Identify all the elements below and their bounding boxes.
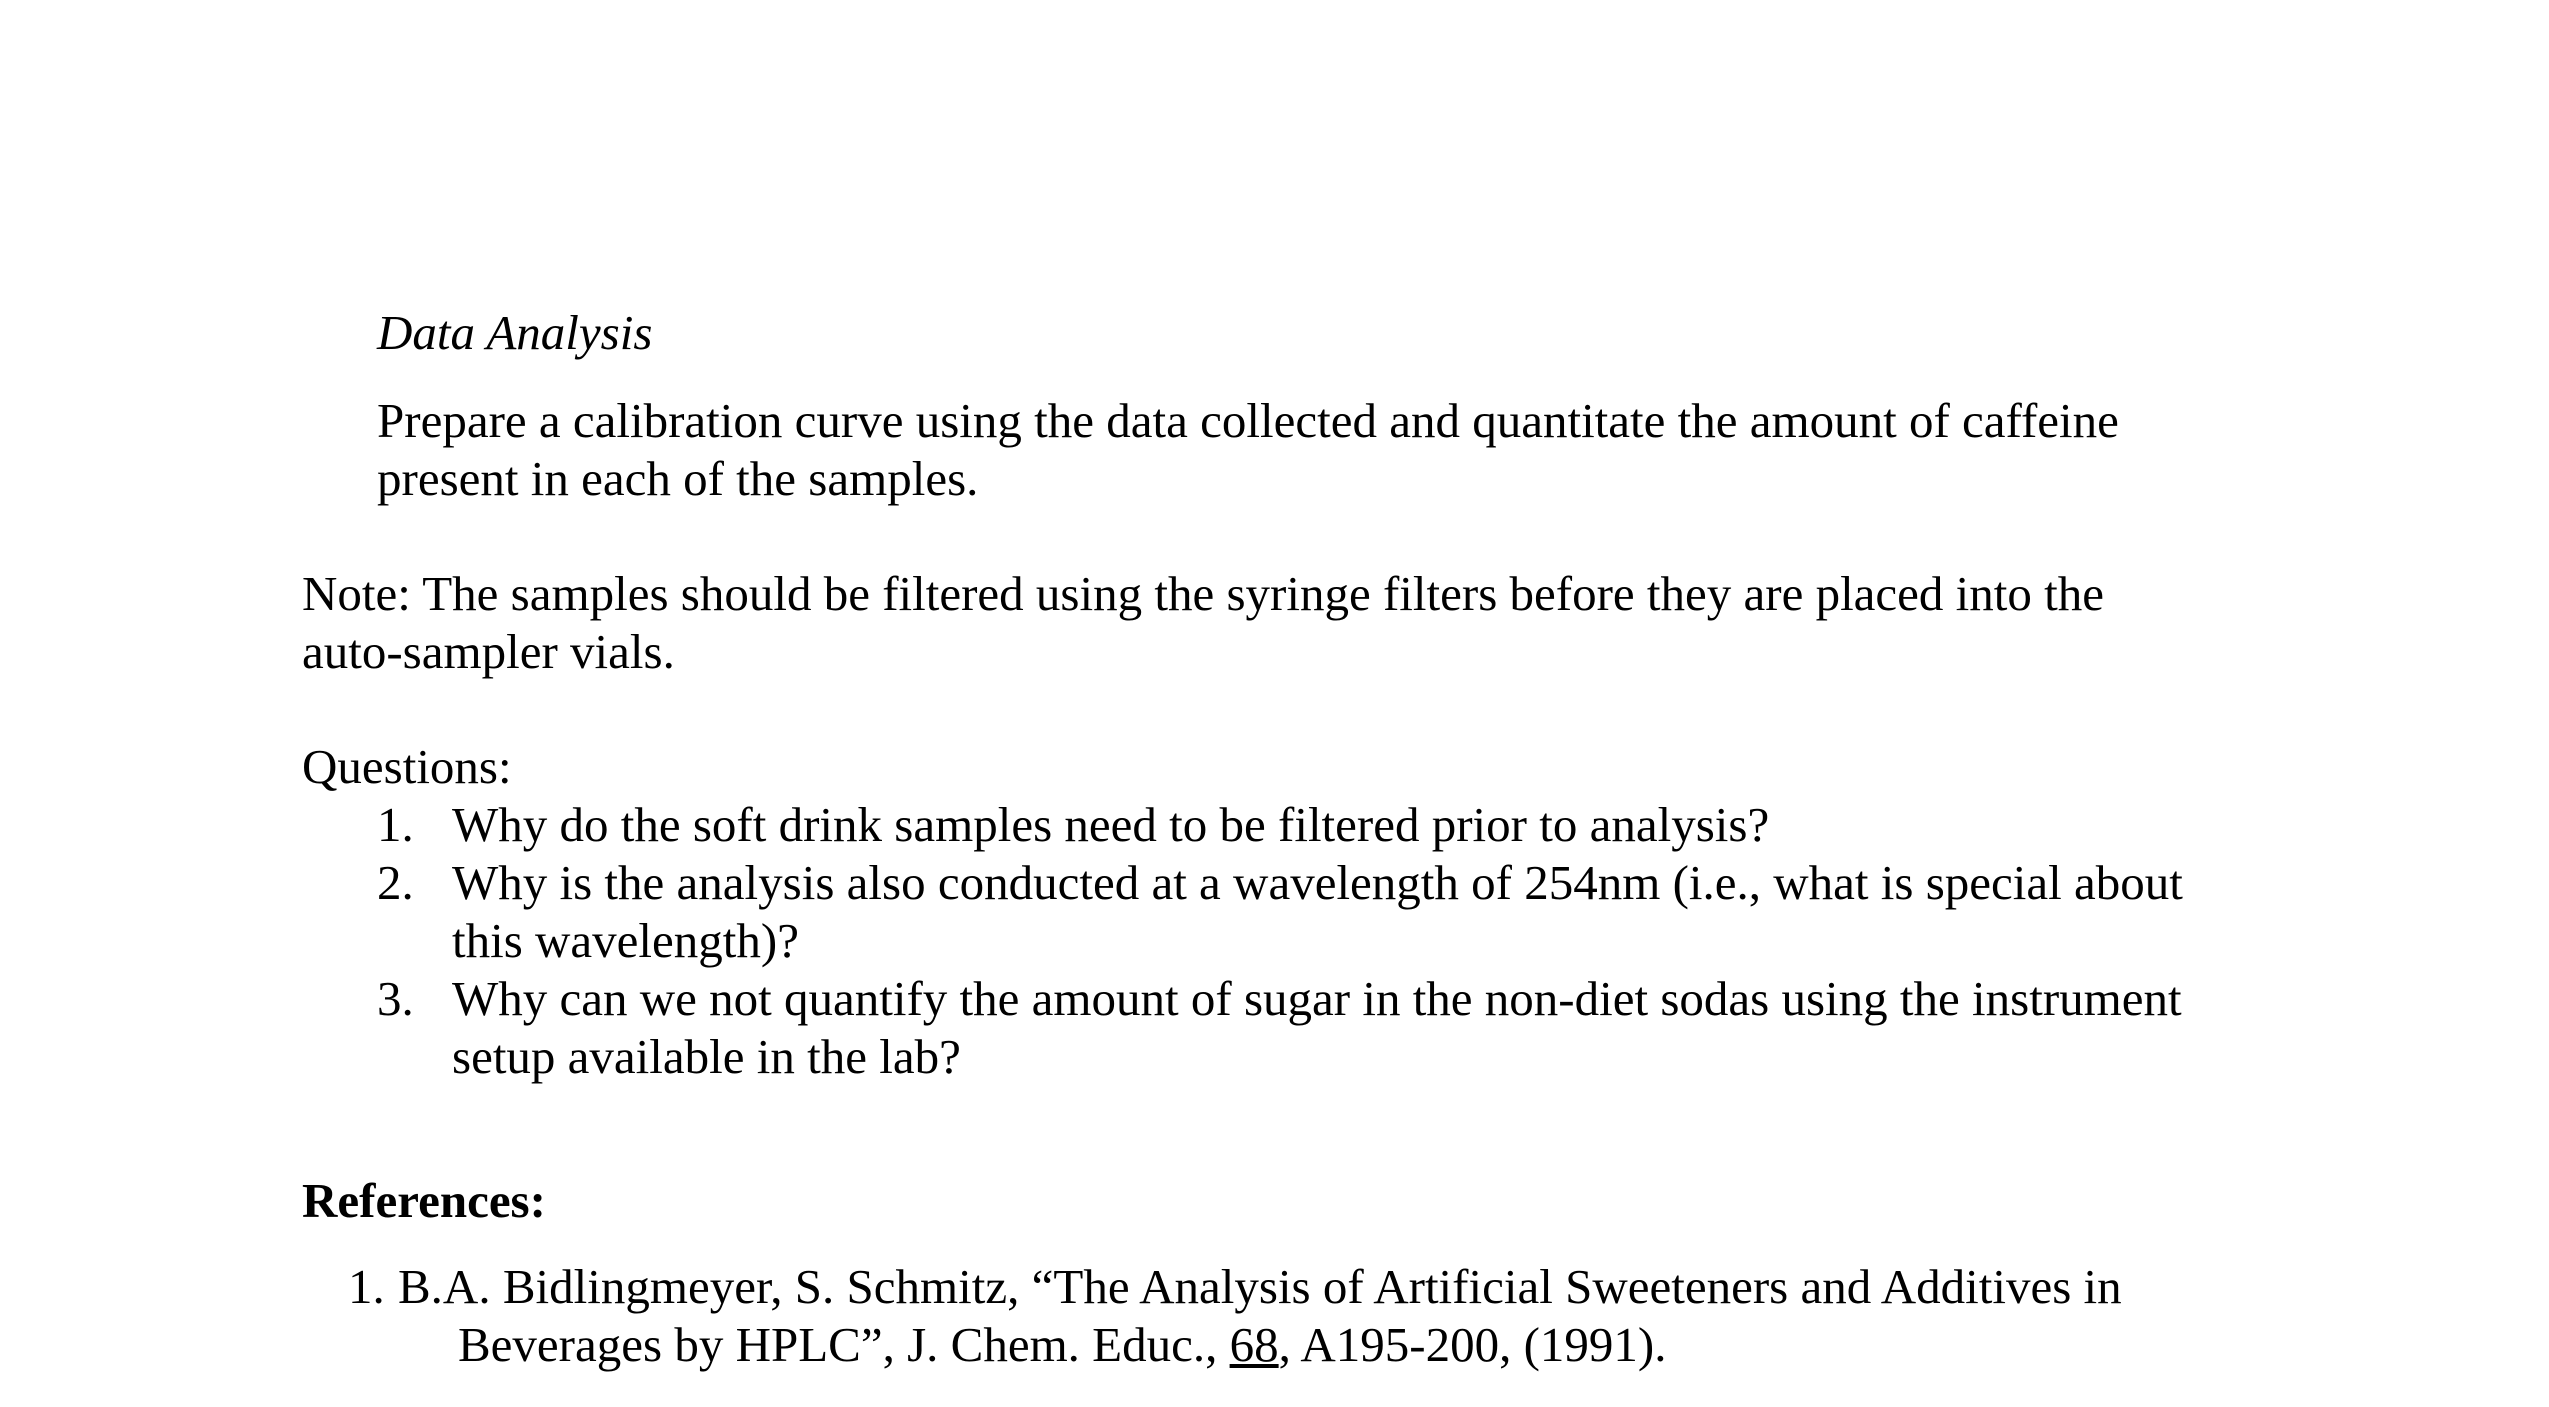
reference-citation-suffix: , A195-200, (1991). <box>1278 1317 1667 1372</box>
reference-text <box>458 1316 1667 1374</box>
question-text: Why is the analysis also conducted at a wavelength of 254nm (i.e., what is special about <box>452 855 2183 910</box>
note-line: Note: The samples should be filtered using the syringe filters before they are placed into the <box>302 566 2105 621</box>
question-text: this wavelength)? <box>452 913 799 968</box>
question-number: 3. <box>377 971 414 1026</box>
reference-text: B.A. Bidlingmeyer, S. Schmitz, “The Analysis of Artificial Sweeteners and Additives in <box>398 1259 2122 1314</box>
reference-number: 1. <box>348 1259 385 1314</box>
reference-citation-prefix: Beverages by HPLC”, J. Chem. Educ., <box>458 1317 1230 1372</box>
references-heading: References: <box>302 1173 546 1228</box>
question-text: setup available in the lab? <box>452 1029 961 1084</box>
note-line: auto-sampler vials. <box>302 624 675 679</box>
paragraph-line: present in each of the samples. <box>377 451 979 506</box>
question-text: Why can we not quantify the amount of sugar in the non-diet sodas using the instrument <box>452 971 2182 1026</box>
reference-volume: 68 <box>1229 1317 1279 1372</box>
questions-heading: Questions: <box>302 739 512 794</box>
question-number: 1. <box>377 797 414 852</box>
question-text: Why do the soft drink samples need to be filtered prior to analysis? <box>452 797 1770 852</box>
paragraph-line: Prepare a calibration curve using the data collected and quantitate the amount of caffeine <box>377 393 2119 448</box>
section-heading: Data Analysis <box>377 305 653 360</box>
question-number: 2. <box>377 855 414 910</box>
